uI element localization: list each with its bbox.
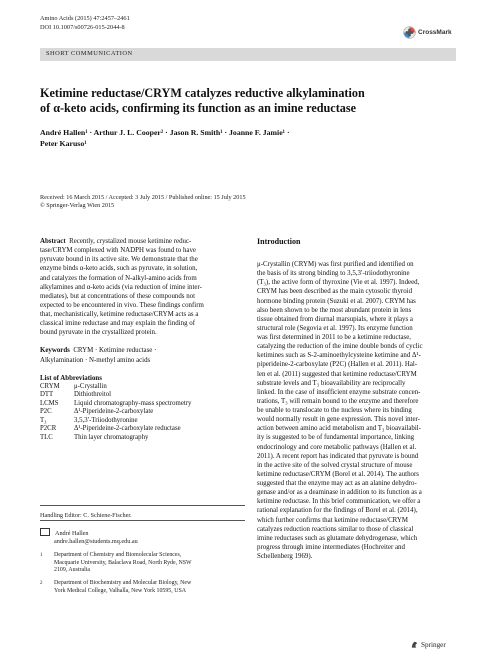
contact-name: André Hallen xyxy=(55,530,89,537)
journal-citation: Amino Acids (2015) 47:2457–2461 xyxy=(40,15,130,22)
authors-line-1: André Hallen¹ · Arthur J. L. Cooper² · Jason R. Smith¹ · Joanne F. Jamie¹ · xyxy=(40,128,290,137)
introduction-line: ketimine reductase. In this brief communication, we offer a xyxy=(257,498,421,506)
introduction-line: progress through imine intermediates (Hochreiter and xyxy=(257,543,405,551)
introduction-line: ketimines such as S-2-aminoethylcysteine ketimine and Δ¹- xyxy=(257,352,421,360)
crossmark-icon xyxy=(403,26,416,39)
crossmark-label: CrossMark xyxy=(418,29,452,36)
copyright-line: © Springer-Verlag Wien 2015 xyxy=(40,202,115,210)
keywords-line-1: CRYM · Ketimine reductase · xyxy=(73,347,157,355)
introduction-line: hormone binding protein (Suzuki et al. 2007). CRYM has xyxy=(257,297,416,305)
introduction-line: would normally result in gene expression. This novel inter- xyxy=(257,416,420,424)
article-type-label: SHORT COMMUNICATION xyxy=(46,50,133,57)
abstract-line: and catalyzes the formation of N-alkyl-amino acids from xyxy=(40,274,197,282)
keywords-heading: Keywords xyxy=(40,347,70,355)
introduction-heading: Introduction xyxy=(257,237,301,246)
introduction-line: action between amino acid metabolism and T₃ bioavailabil- xyxy=(257,425,421,433)
introduction-line: imine reductases such as glutamate dehydrogenase, which xyxy=(257,534,418,542)
introduction-line: tissue obtained from diurnal marsupials, where it plays a xyxy=(257,315,413,323)
introduction-line: genase and/or as a deaminase in addition to its function as a xyxy=(257,489,422,497)
abstract-line: pyruvate bound in its active site. We demonstrate that the xyxy=(40,256,198,264)
introduction-line: trations, T₃ will remain bound to the enzyme and therefore xyxy=(257,397,419,405)
introduction-line: also been shown to be the most abundant protein in lens xyxy=(257,306,412,314)
introduction-line: CRYM has been described as the main cytosolic thyroid xyxy=(257,288,413,296)
introduction-line: the basis of its strong binding to 3,5,3′-triiodothyronine xyxy=(257,270,410,278)
introduction-line: (T₃), the active form of thyroxine (Vie et al. 1997). Indeed, xyxy=(257,279,420,287)
abbreviation-row: T₃ 3,5,3′-Triiodothyronine xyxy=(40,416,138,424)
abbreviation-row: TLC Thin layer chromatography xyxy=(40,433,149,441)
handling-editor: Handling Editor: C. Schiene-Fischer. xyxy=(40,512,132,519)
abstract-line: expected to be encountered in vivo. These findings confirm xyxy=(40,301,204,309)
abstract-line: that, mechanistically, ketimine reductase/CRYM acts as a xyxy=(40,311,199,318)
abstract-line: tase/CRYM complexed with NADPH was found to have xyxy=(40,247,196,255)
right-column xyxy=(257,237,457,561)
publisher-name: Springer xyxy=(421,640,446,649)
abstract-line: Recently, crystalized mouse ketimine reduc- xyxy=(69,238,192,245)
abbreviations-heading: List of Abbreviations xyxy=(40,374,102,382)
abstract-line: alkylamines and α-keto acids (via reduction of imine inter- xyxy=(40,283,202,291)
dates-line: Received: 16 March 2015 / Accepted: 3 July 2015 / Published online: 15 July 2015 xyxy=(40,194,246,201)
introduction-line: which further confirms that ketimine reductase/CRYM xyxy=(257,516,408,524)
introduction-body xyxy=(257,260,457,561)
introduction-line: substrate levels and T₃ bioavailability are reciprocally xyxy=(257,379,406,387)
authors-line-2: Peter Karuso¹ xyxy=(40,139,87,148)
abbreviation-row: DTT Dithiothreitol xyxy=(40,391,112,399)
abbreviation-row: P2C Δ¹-Piperideine-2-carboxylate xyxy=(40,408,154,416)
introduction-line: endocrinology and core metabolic pathways (Hallen et al. xyxy=(257,443,417,451)
envelope-icon xyxy=(40,528,50,536)
introduction-line: linked. In the case of insufficient enzyme substrate concen- xyxy=(257,388,421,396)
introduction-line: structural role (Segovia et al. 1997). Its enzyme function xyxy=(257,324,413,332)
article-title xyxy=(40,86,456,116)
introduction-line: rational explanation for the findings of Borel et al. (2014), xyxy=(257,507,418,515)
introduction-line: ketimine reductase/CRYM (Borel et al. 2014). The authors xyxy=(257,470,419,478)
title-line-1: Ketimine reductase/CRYM catalyzes reductive alkylamination xyxy=(40,86,365,100)
abstract-line: bound pyruvate in the crystallized protein. xyxy=(40,329,157,337)
introduction-line: ity is suggested to be of fundamental importance, linking xyxy=(257,434,415,442)
abstract-line: classical imine reductase and may explain the finding of xyxy=(40,320,195,328)
publisher-mark xyxy=(410,640,446,649)
introduction-line: was first determined in 2011 to be a ketimine reductase, xyxy=(257,334,411,341)
publication-dates xyxy=(40,194,456,211)
footnote-divider xyxy=(40,520,245,521)
introduction-line: catalyzes reduction reactions similar to those of classical xyxy=(257,525,414,533)
introduction-line: Schellenberg 1969). xyxy=(257,553,313,560)
abbreviation-row: LCMS Liquid chromatography-mass spectrometry xyxy=(40,399,192,407)
abbreviation-row: P2CR Δ¹-Piperideine-2-carboxylate reductase xyxy=(40,425,181,433)
journal-header xyxy=(40,15,130,32)
doi-line[interactable]: DOI 10.1007/s00726-015-2044-8 xyxy=(40,23,125,31)
introduction-line: piperideine-2-carboxylate (P2C) (Hallen et al. 2011). Hal- xyxy=(257,361,418,369)
contact-email[interactable]: andre.hallen@students.mq.edu.au xyxy=(54,538,138,545)
introduction-line: suggested that the enzyme may act as an alanine dehydro- xyxy=(257,480,417,487)
introduction-line: μ-Crystallin (CRYM) was first purified and identified on xyxy=(257,261,414,268)
introduction-line: len et al. (2011) suggested that ketimine reductase/CRYM xyxy=(257,370,417,378)
abstract-line: mediates), but at concentrations of these compounds not xyxy=(40,292,195,300)
author-list xyxy=(40,127,456,149)
springer-horse-icon xyxy=(410,640,419,649)
keywords xyxy=(40,346,245,364)
keywords-line-2: Alkylamination · N-methyl amino acids xyxy=(40,356,151,364)
title-line-2: of α-keto acids, confirming its function as an imine reductase xyxy=(40,101,356,115)
affiliation: 2 Department of Biochemistry and Molecular Biology, New York Medical College, Valhalla, New York 10595, USA xyxy=(40,580,192,594)
introduction-line: in the active site of the solved crystal structure of mouse xyxy=(257,461,413,469)
abstract xyxy=(40,237,245,337)
abbreviation-row: CRYM μ-Crystallin xyxy=(40,382,107,390)
footnote-divider xyxy=(40,505,245,506)
introduction-line: 2011). A recent report has indicated that pyruvate is bound xyxy=(257,452,419,460)
article-type-banner xyxy=(40,48,456,61)
abbreviations-list xyxy=(40,383,245,443)
abstract-line: enzyme binds α-keto acids, such as pyruvate, in solution, xyxy=(40,265,198,273)
introduction-line: be unable to translocate to the nucleus where its binding xyxy=(257,407,412,414)
introduction-line: catalyzing the reduction of the imine double bonds of cyclic xyxy=(257,343,423,351)
abstract-heading: Abstract xyxy=(40,238,66,245)
crossmark-badge[interactable] xyxy=(403,25,457,40)
left-column xyxy=(40,237,245,442)
corresponding-author xyxy=(40,527,138,546)
affiliation: 1 Department of Chemistry and Biomolecular Sciences, Macquarie University, Balaclava Road, North Ryde, NSW 2109, Australia xyxy=(40,552,192,573)
